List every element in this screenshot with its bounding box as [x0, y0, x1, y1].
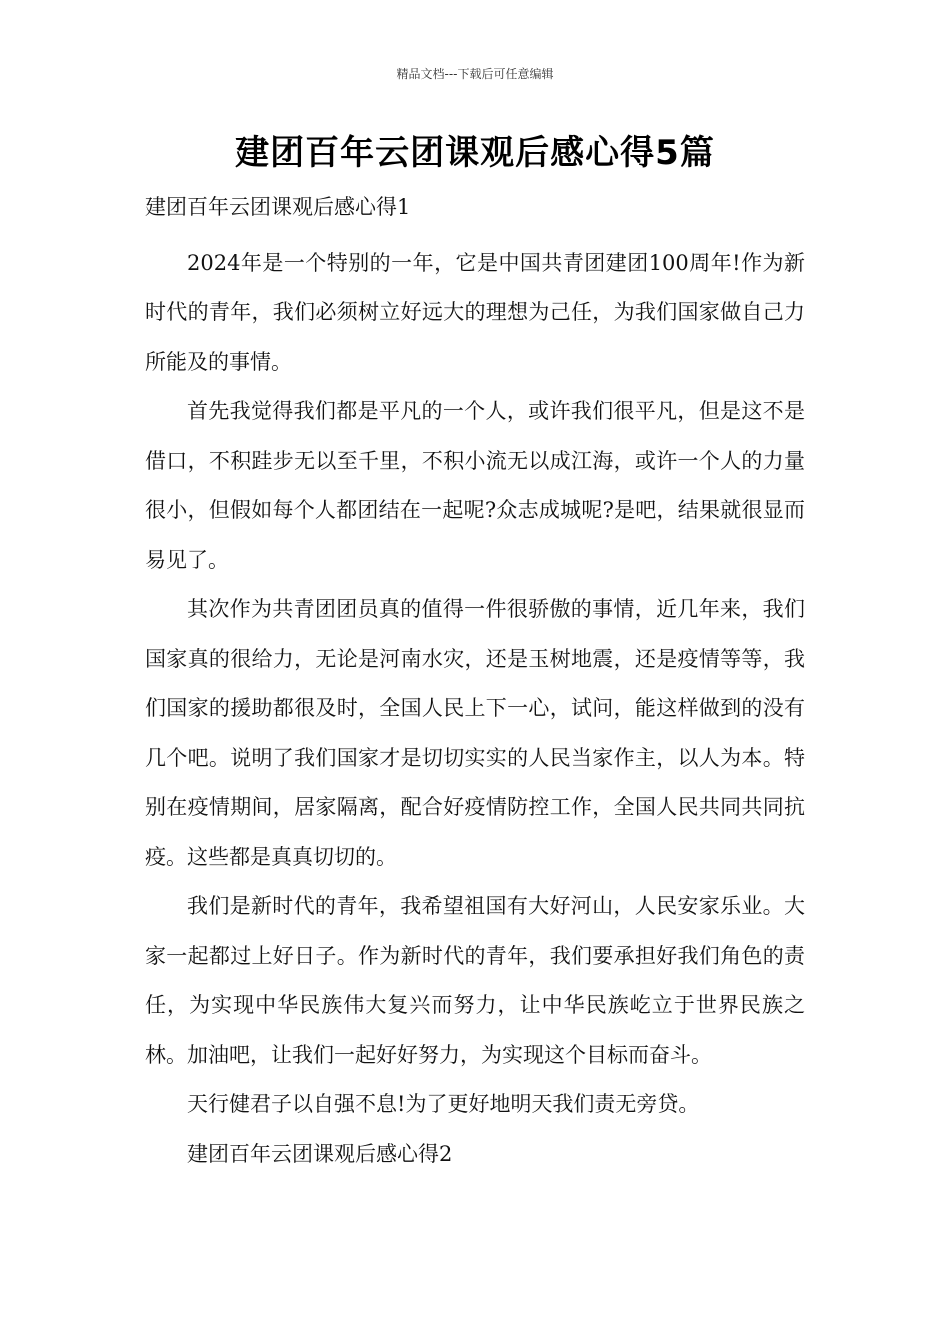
paragraph-4: 我们是新时代的青年，我希望祖国有大好河山，人民安家乐业。大家一起都过上好日子。作为新时代的青年，我们要承担好我们角色的责任，为实现中华民族伟大复兴而努力，让中华民族屹立于世界民族之林。加油吧，让我们一起好好努力，为实现这个目标而奋斗。: [145, 894, 805, 1067]
section-heading-1: 建团百年云团课观后感心得1: [145, 195, 411, 219]
document-title: 建团百年云团课观后感心得5篇: [235, 133, 715, 173]
section-heading-2: 建团百年云团课观后感心得2: [187, 1141, 453, 1166]
paragraph-2: 首先我觉得我们都是平凡的一个人，或许我们很平凡，但是这不是借口，不积跬步无以至千里，不积小流无以成江海，或许一个人的力量很小，但假如每个人都团结在一起呢?众志成城呢?是吧，结果就很显而易见了。: [145, 399, 805, 572]
paragraph-1: 2024年是一个特别的一年，它是中国共青团建团100周年!作为新时代的青年，我们必须树立好远大的理想为己任，为我们国家做自己力所能及的事情。: [145, 250, 805, 374]
page-header: 精品文档---下载后可任意编辑: [396, 67, 554, 81]
paragraph-5: 天行健君子以自强不息!为了更好地明天我们责无旁贷。: [187, 1092, 700, 1116]
paragraph-3: 其次作为共青团团员真的值得一件很骄傲的事情，近几年来，我们国家真的很给力，无论是河南水灾，还是玉树地震，还是疫情等等，我们国家的援助都很及时，全国人民上下一心，试问，能这样做到的没有几个吧。说明了我们国家才是切切实实的人民当家作主，以人为本。特别在疫情期间，居家隔离，配合好疫情防控工作，全国人民共同共同抗疫。这些都是真真切切的。: [145, 597, 805, 869]
document-body: [145, 183, 805, 1179]
